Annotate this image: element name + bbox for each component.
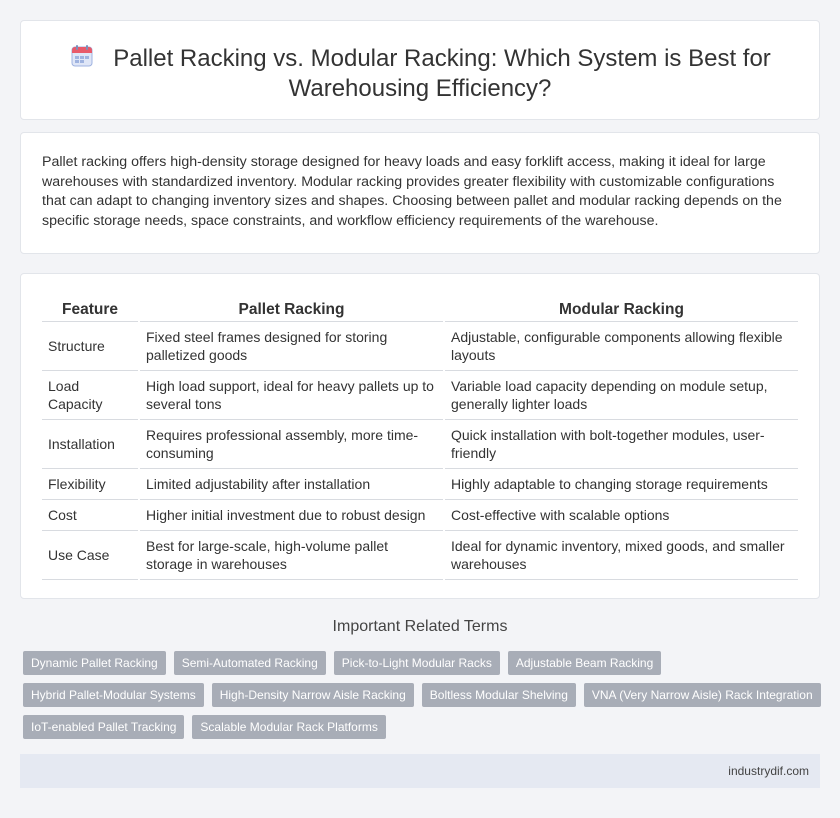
intro-paragraph: Pallet racking offers high-density storage designed for heavy loads and easy forklift access, making it ideal for large warehouses with standardized inventory. Modular racking provides greater flexibility with customizable configurations that can adapt to changing inventory sizes and shapes. Choosing between pallet and modular racking depends on the specific storage needs, space constraints, and workflow efficiency requirements of the warehouse. bbox=[42, 154, 782, 229]
modular-cell: Highly adaptable to changing storage requirements bbox=[444, 468, 798, 499]
related-term-tag[interactable]: Boltless Modular Shelving bbox=[422, 683, 576, 707]
feature-cell: Cost bbox=[42, 499, 139, 530]
feature-cell: Flexibility bbox=[42, 468, 139, 499]
related-term-tag[interactable]: Hybrid Pallet-Modular Systems bbox=[23, 683, 204, 707]
page-title: Pallet Racking vs. Modular Racking: Which System is Best for Warehousing Efficiency? bbox=[113, 45, 771, 102]
header-pallet-racking: Pallet Racking bbox=[139, 294, 444, 321]
pallet-cell: Requires professional assembly, more time-consuming bbox=[139, 419, 444, 468]
footer-bar bbox=[20, 754, 820, 788]
related-term-tag[interactable]: VNA (Very Narrow Aisle) Rack Integration bbox=[584, 683, 821, 707]
table-row bbox=[42, 419, 798, 468]
related-terms-list bbox=[23, 651, 823, 739]
feature-cell: Structure bbox=[42, 321, 139, 370]
related-term-tag[interactable]: Scalable Modular Rack Platforms bbox=[192, 715, 385, 739]
modular-cell: Variable load capacity depending on module setup, generally lighter loads bbox=[444, 370, 798, 419]
feature-cell: Installation bbox=[42, 419, 139, 468]
header-modular-racking: Modular Racking bbox=[444, 294, 798, 321]
calendar-icon bbox=[69, 43, 95, 69]
modular-cell: Quick installation with bolt-together modules, user-friendly bbox=[444, 419, 798, 468]
comparison-card bbox=[20, 273, 820, 599]
related-term-tag[interactable]: Dynamic Pallet Racking bbox=[23, 651, 166, 675]
feature-cell: Load Capacity bbox=[42, 370, 139, 419]
title-card bbox=[20, 20, 820, 120]
header-feature: Feature bbox=[42, 294, 139, 321]
comparison-table bbox=[42, 294, 798, 580]
pallet-cell: Limited adjustability after installation bbox=[139, 468, 444, 499]
table-row bbox=[42, 499, 798, 530]
table-row bbox=[42, 468, 798, 499]
related-term-tag[interactable]: Pick-to-Light Modular Racks bbox=[334, 651, 500, 675]
page-title-wrap bbox=[61, 43, 779, 104]
pallet-cell: Best for large-scale, high-volume pallet storage in warehouses bbox=[139, 530, 444, 579]
related-term-tag[interactable]: High-Density Narrow Aisle Racking bbox=[212, 683, 414, 707]
table-row bbox=[42, 321, 798, 370]
modular-cell: Adjustable, configurable components allowing flexible layouts bbox=[444, 321, 798, 370]
related-term-tag[interactable]: Semi-Automated Racking bbox=[174, 651, 326, 675]
modular-cell: Ideal for dynamic inventory, mixed goods, and smaller warehouses bbox=[444, 530, 798, 579]
related-term-tag[interactable]: IoT-enabled Pallet Tracking bbox=[23, 715, 184, 739]
pallet-cell: Higher initial investment due to robust design bbox=[139, 499, 444, 530]
related-terms-heading: Important Related Terms bbox=[332, 618, 508, 635]
table-row bbox=[42, 370, 798, 419]
table-row bbox=[42, 530, 798, 579]
footer-site-link[interactable]: industrydif.com bbox=[728, 764, 809, 778]
pallet-cell: High load support, ideal for heavy pallets up to several tons bbox=[139, 370, 444, 419]
related-term-tag[interactable]: Adjustable Beam Racking bbox=[508, 651, 661, 675]
feature-cell: Use Case bbox=[42, 530, 139, 579]
intro-card bbox=[20, 132, 820, 254]
pallet-cell: Fixed steel frames designed for storing palletized goods bbox=[139, 321, 444, 370]
table-header-row bbox=[42, 294, 798, 321]
modular-cell: Cost-effective with scalable options bbox=[444, 499, 798, 530]
